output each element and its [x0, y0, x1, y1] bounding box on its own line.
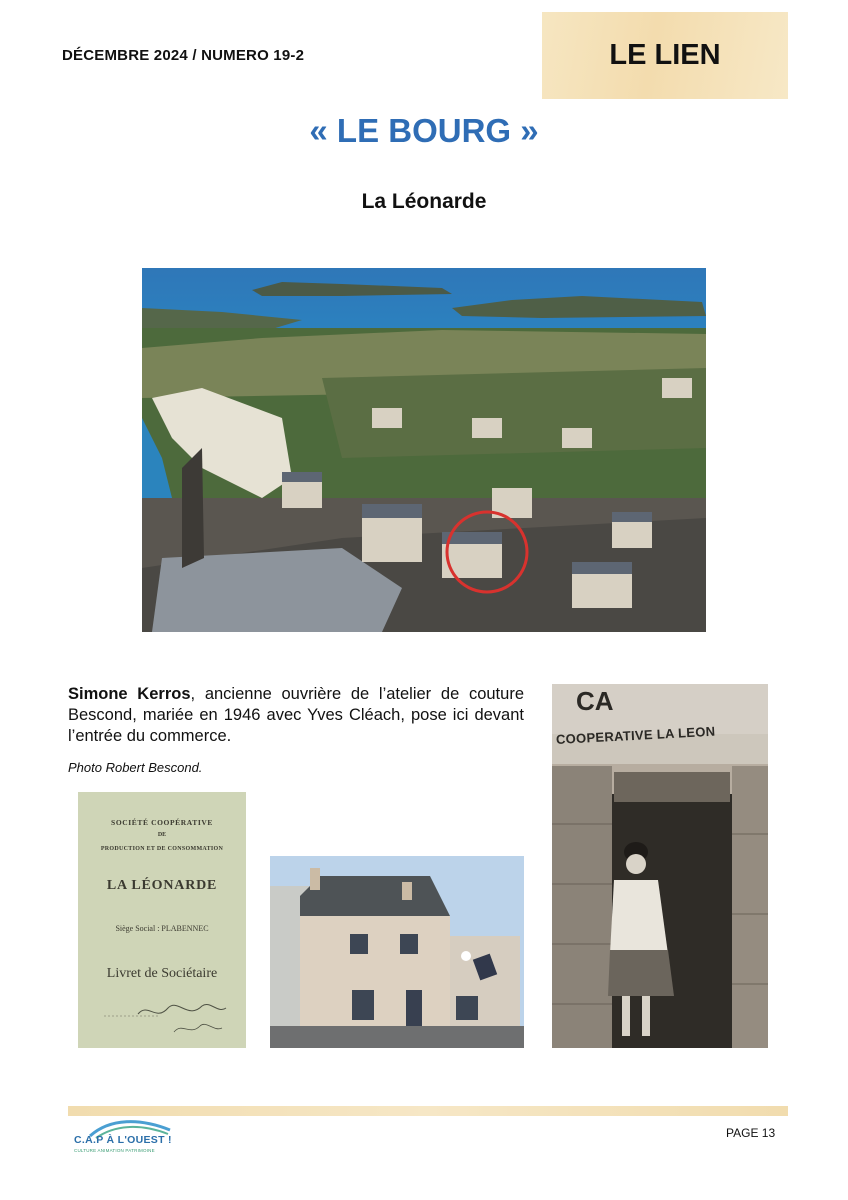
- publication-banner: [542, 12, 788, 99]
- booklet-line-2: DE: [157, 832, 167, 838]
- section-subtitle: La Léonarde: [361, 190, 487, 213]
- booklet-line-3: PRODUCTION ET DE CONSOMMATION: [100, 846, 224, 852]
- footer-divider: [68, 1106, 788, 1116]
- logo-text: C.A.P À L'OUEST !: [74, 1134, 172, 1146]
- storefront-sign-main: COOPERATIVE LA LEON: [555, 723, 716, 747]
- booklet-title: Livret de Sociétaire: [106, 966, 218, 981]
- storefront-historical-photo: [552, 684, 768, 1048]
- publication-title: LE LIEN: [609, 39, 721, 71]
- photo-credit: Photo Robert Bescond.: [68, 760, 203, 775]
- booklet-signature: [78, 792, 246, 1048]
- booklet-company-name: LA LÉONARDE: [106, 878, 218, 893]
- caption-text: , ancienne ouvrière de l’atelier de couture Bescond, mariée en 1946 avec Yves Cléach, pose ici devant l’entrée du commerce.: [68, 685, 524, 745]
- caption-person-name: Simone Kerros: [68, 685, 191, 703]
- page-title: « LE BOURG »: [309, 112, 539, 149]
- aerial-photo: [142, 268, 706, 632]
- cap-a-louest-logo: [70, 1116, 190, 1168]
- storefront-sign-top: CA: [576, 686, 614, 716]
- modern-building-photo: [270, 856, 524, 1048]
- logo-tagline: CULTURE ANIMATION PATRIMOINE: [74, 1148, 155, 1153]
- membership-booklet-photo: [78, 792, 246, 1048]
- photo-caption: [68, 684, 524, 747]
- issue-date: DÉCEMBRE 2024 / NUMERO 19-2: [62, 47, 305, 64]
- booklet-line-1: SOCIÉTÉ COOPÉRATIVE: [111, 818, 213, 827]
- booklet-seat: Siège Social : PLABENNEC: [115, 924, 209, 933]
- page-number: PAGE 13: [726, 1126, 776, 1140]
